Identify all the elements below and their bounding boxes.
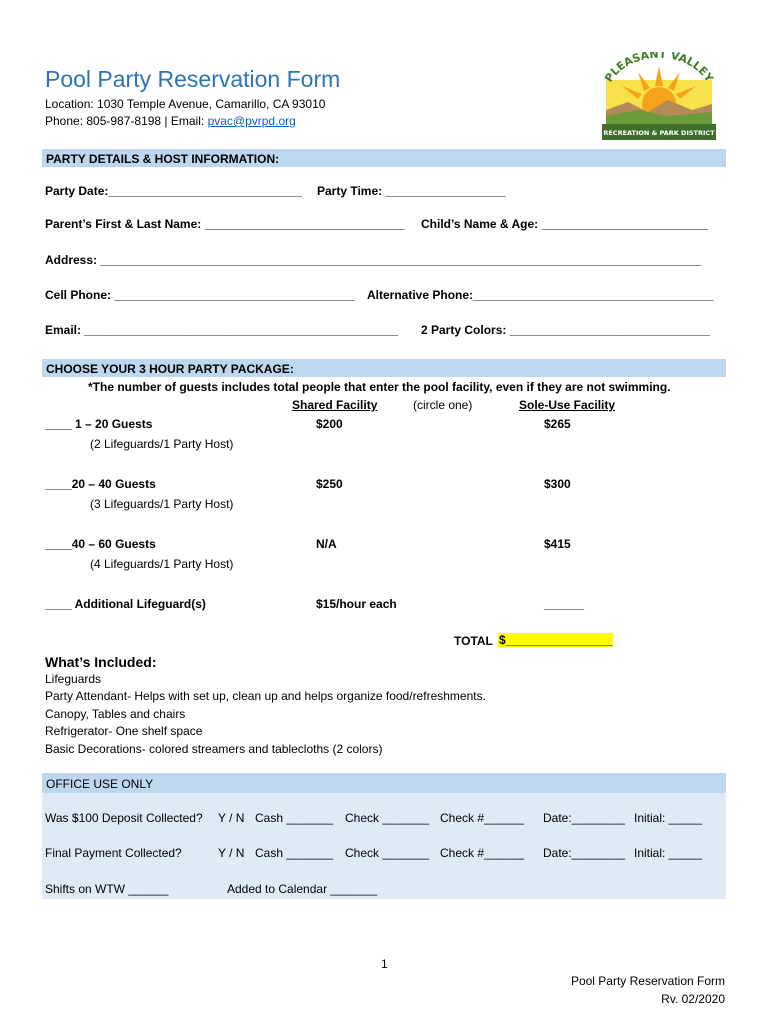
logo-graphic (598, 52, 720, 142)
pleasant-valley-logo (598, 52, 720, 142)
package-row-shared-price[interactable]: N/A (316, 537, 337, 551)
party-colors-field[interactable]: 2 Party Colors: ______________________________ (421, 323, 710, 337)
package-row-sole-price[interactable]: $265 (544, 417, 571, 431)
footer-form-name: Pool Party Reservation Form (570, 974, 725, 988)
final-initial-field[interactable]: Initial: _____ (634, 846, 703, 860)
phone-text: Phone: 805-987-8198 | Email: (45, 114, 208, 128)
cell-phone-field[interactable]: Cell Phone: ____________________________________ (45, 288, 355, 302)
deposit-check-number-field[interactable]: Check #______ (440, 811, 525, 825)
final-date-field[interactable]: Date:________ (543, 846, 626, 860)
package-row-label[interactable]: ____40 – 60 Guests (45, 537, 156, 551)
email-link[interactable]: pvac@pvrpd.org (207, 114, 296, 128)
email-field[interactable]: Email: _______________________________________________ (45, 323, 399, 337)
included-item: Lifeguards (45, 672, 102, 686)
package-heading: CHOOSE YOUR 3 HOUR PARTY PACKAGE: (46, 362, 294, 376)
deposit-check-field[interactable]: Check _______ (345, 811, 430, 825)
final-cash-field[interactable]: Cash _______ (255, 846, 334, 860)
package-row-sub: (4 Lifeguards/1 Party Host) (90, 557, 234, 571)
deposit-yn[interactable]: Y / N (218, 811, 245, 825)
logo-banner-text: RECREATION & PARK DISTRICT (603, 129, 715, 137)
alt-phone-field[interactable]: Alternative Phone:____________________________________ (367, 288, 714, 302)
deposit-cash-field[interactable]: Cash _______ (255, 811, 334, 825)
footer-revision: Rv. 02/2020 (661, 992, 725, 1006)
contact-line (45, 114, 296, 128)
office-band (42, 773, 726, 793)
package-row-sub: (3 Lifeguards/1 Party Host) (90, 497, 234, 511)
included-item: Refrigerator- One shelf space (45, 724, 203, 738)
shifts-field[interactable]: Shifts on WTW ______ (45, 882, 169, 896)
package-row-sole-price[interactable]: $300 (544, 477, 571, 491)
package-row-shared-price[interactable]: $250 (316, 477, 343, 491)
included-item: Canopy, Tables and chairs (45, 707, 186, 721)
total-label: TOTAL (454, 634, 493, 648)
package-row-label[interactable]: ____20 – 40 Guests (45, 477, 156, 491)
included-item: Party Attendant- Helps with set up, clean up and helps organize food/refreshments. (45, 689, 486, 703)
address-field[interactable]: Address: __________________________________________________________________________________________ (45, 253, 701, 267)
deposit-question: Was $100 Deposit Collected? (45, 811, 203, 825)
package-row-shared-price[interactable]: $15/hour each (316, 597, 397, 611)
included-item: Basic Decorations- colored streamers and tablecloths (2 colors) (45, 742, 383, 756)
parent-name-field[interactable]: Parent’s First & Last Name: ______________________________ (45, 217, 405, 231)
package-row-sole-price[interactable]: ______ (544, 597, 585, 611)
page-title: Pool Party Reservation Form (45, 66, 341, 92)
final-check-field[interactable]: Check _______ (345, 846, 430, 860)
col-sole-use-facility: Sole-Use Facility (519, 398, 616, 412)
logo-arc-text: PLEASANT VALLEY (602, 52, 716, 85)
package-row-sole-price[interactable]: $415 (544, 537, 571, 551)
total-field[interactable]: $________________ (499, 633, 613, 647)
col-circle-one: (circle one) (413, 398, 473, 412)
package-row-sub: (2 Lifeguards/1 Party Host) (90, 437, 234, 451)
final-check-number-field[interactable]: Check #______ (440, 846, 525, 860)
child-name-field[interactable]: Child’s Name & Age: _________________________ (421, 217, 709, 231)
package-note: *The number of guests includes total people that enter the pool facility, even if they are not swimming. (88, 380, 671, 394)
calendar-field[interactable]: Added to Calendar _______ (227, 882, 378, 896)
final-yn[interactable]: Y / N (218, 846, 245, 860)
package-band (42, 359, 726, 377)
package-row-label[interactable]: ____ 1 – 20 Guests (45, 417, 153, 431)
deposit-initial-field[interactable]: Initial: _____ (634, 811, 703, 825)
deposit-date-field[interactable]: Date:________ (543, 811, 626, 825)
location-text: Location: 1030 Temple Avenue, Camarillo, CA 93010 (45, 97, 326, 111)
final-payment-question: Final Payment Collected? (45, 846, 182, 860)
party-details-band (42, 149, 726, 167)
party-details-heading: PARTY DETAILS & HOST INFORMATION: (46, 152, 280, 166)
office-heading: OFFICE USE ONLY (46, 777, 154, 791)
page-number: 1 (381, 957, 388, 971)
party-date-field[interactable]: Party Date:_____________________________ (45, 184, 302, 198)
package-row-shared-price[interactable]: $200 (316, 417, 343, 431)
party-time-field[interactable]: Party Time: __________________ (317, 184, 506, 198)
included-heading: What’s Included: (45, 654, 157, 670)
package-row-label[interactable]: ____ Additional Lifeguard(s) (45, 597, 206, 611)
col-shared-facility: Shared Facility (292, 398, 378, 412)
